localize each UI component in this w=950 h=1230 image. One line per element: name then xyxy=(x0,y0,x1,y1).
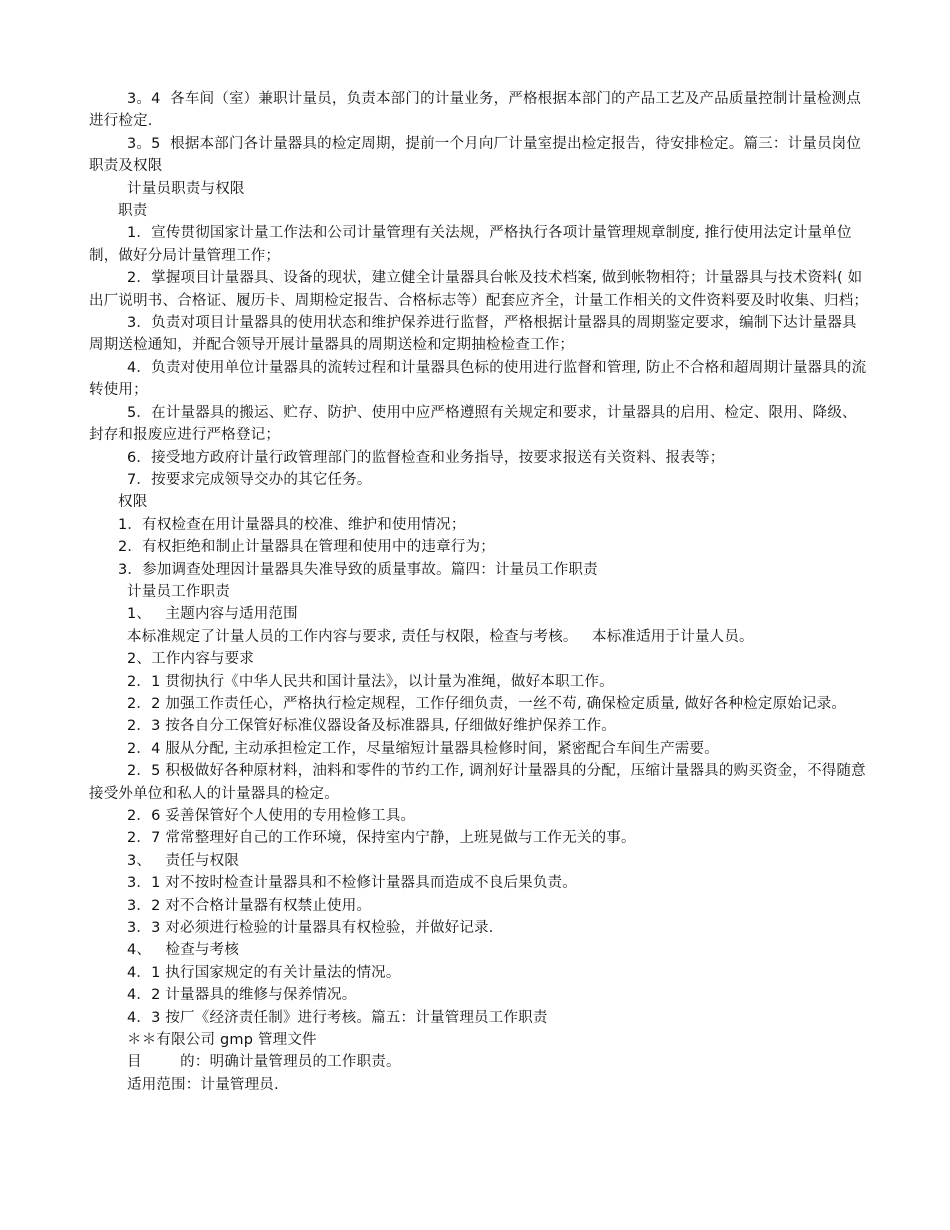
paragraph: 3。4 各车间（室）兼职计量员，负责本部门的计量业务，严格根据本部门的产品工艺及产品质量控制计量检测点进行检定. xyxy=(89,91,862,130)
paragraph: 目 的：明确计量管理员的工作职责。 xyxy=(127,1054,401,1071)
paragraph: 2．掌握项目计量器具、设备的现状，建立健全计量器具台帐及技术档案, 做到帐物相符；计量器具与技术资料( 如出厂说明书、合格证、履历卡、周期检定报告、合格标志等）配套应齐全，计量工作相关的文件资料要及时收集、归档； xyxy=(89,270,869,309)
paragraph: 4．1 执行国家规定的有关计量法的情况。 xyxy=(127,964,401,981)
paragraph: 1．宣传贯彻国家计量工作法和公司计量管理有关法规，严格执行各项计量管理规章制度, 推行使用法定计量单位制，做好分局计量管理工作； xyxy=(89,225,852,264)
paragraph: 3．3 对必须进行检验的计量器具有权检验，并做好记录. xyxy=(127,920,494,937)
paragraph: 4．3 按厂《经济责任制》进行考核。篇五：计量管理员工作职责 xyxy=(127,1009,548,1026)
paragraph: 2．3 按各自分工保管好标准仪器设备及标准器具, 仔细做好维护保养工作。 xyxy=(127,718,616,735)
paragraph: 2．1 贯彻执行《中华人民共和国计量法》，以计量为准绳，做好本职工作。 xyxy=(127,673,614,690)
paragraph: 1、 主题内容与适用范围 xyxy=(127,606,298,623)
paragraph: 3。5 根据本部门各计量器具的检定周期，提前一个月向厂计量室提出检定报告，待安排检定。篇三：计量员岗位职责及权限 xyxy=(89,135,862,175)
paragraph: 2．2 加强工作责任心，严格执行检定规程，工作仔细负责，一丝不苟, 确保检定质量, 做好各种检定原始记录。 xyxy=(127,695,847,712)
document-body xyxy=(89,88,869,1096)
paragraph: 5．在计量器具的搬运、贮存、防护、使用中应严格遵照有关规定和要求，计量器具的启用、检定、限用、降级、封存和报废应进行严格登记； xyxy=(89,404,857,444)
paragraph: 2、工作内容与要求 xyxy=(127,651,255,668)
paragraph: 权限 xyxy=(118,494,148,511)
paragraph: 4．2 计量器具的维修与保养情况。 xyxy=(127,987,357,1004)
paragraph: 3．1 对不按时检查计量器具和不检修计量器具而造成不良后果负责。 xyxy=(127,875,577,892)
paragraph: 6．接受地方政府计量行政管理部门的监督检查和业务指导，按要求报送有关资料、报表等； xyxy=(127,449,725,466)
paragraph: 3．2 对不合格计量器有权禁止使用。 xyxy=(127,897,372,914)
paragraph: 职责 xyxy=(118,203,148,220)
paragraph: 2．6 妥善保管好个人使用的专用检修工具。 xyxy=(127,808,416,824)
paragraph: 7．按要求完成领导交办的其它任务。 xyxy=(127,471,372,488)
paragraph: 3．参加调查处理因计量器具失准导致的质量事故。篇四：计量员工作职责 xyxy=(118,561,598,578)
paragraph: ＊＊有限公司 gmp 管理文件 xyxy=(127,1032,317,1049)
paragraph: 4．负责对使用单位计量器具的流转过程和计量器具色标的使用进行监督和管理, 防止不合格和超周期计量器具的流转使用； xyxy=(89,359,867,399)
paragraph: 2．5 积极做好各种原材料，油料和零件的节约工作, 调剂好计量器具的分配，压缩计量器具的购买资金，不得随意接受外单位和私人的计量器具的检定。 xyxy=(89,763,866,802)
paragraph: 计量员工作职责 xyxy=(127,583,230,600)
paragraph: 1．有权检查在用计量器具的校准、维护和使用情况； xyxy=(118,516,466,533)
paragraph: 2．有权拒绝和制止计量器具在管理和使用中的违章行为； xyxy=(118,539,495,556)
paragraph: 3、 责任与权限 xyxy=(127,852,240,869)
paragraph: 计量员职责与权限 xyxy=(127,180,245,197)
paragraph: 3．负责对项目计量器具的使用状态和维护保养进行监督，严格根据计量器具的周期鉴定要求，编制下达计量器具周期送检通知，并配合领导开展计量器具的周期送检和定期抽检检查工作； xyxy=(89,315,857,354)
paragraph: 本标准规定了计量人员的工作内容与要求, 责任与权限，检查与考核。 本标准适用于计量人员。 xyxy=(127,628,754,645)
paragraph: 2．7 常常整理好自己的工作环境，保持室内宁静，上班晃做与工作无关的事。 xyxy=(127,830,636,847)
paragraph: 适用范围：计量管理员. xyxy=(127,1076,279,1093)
paragraph: 4、 检查与考核 xyxy=(127,942,240,959)
paragraph: 2．4 服从分配, 主动承担检定工作，尽量缩短计量器具检修时间，紧密配合车间生产需要。 xyxy=(127,740,719,757)
